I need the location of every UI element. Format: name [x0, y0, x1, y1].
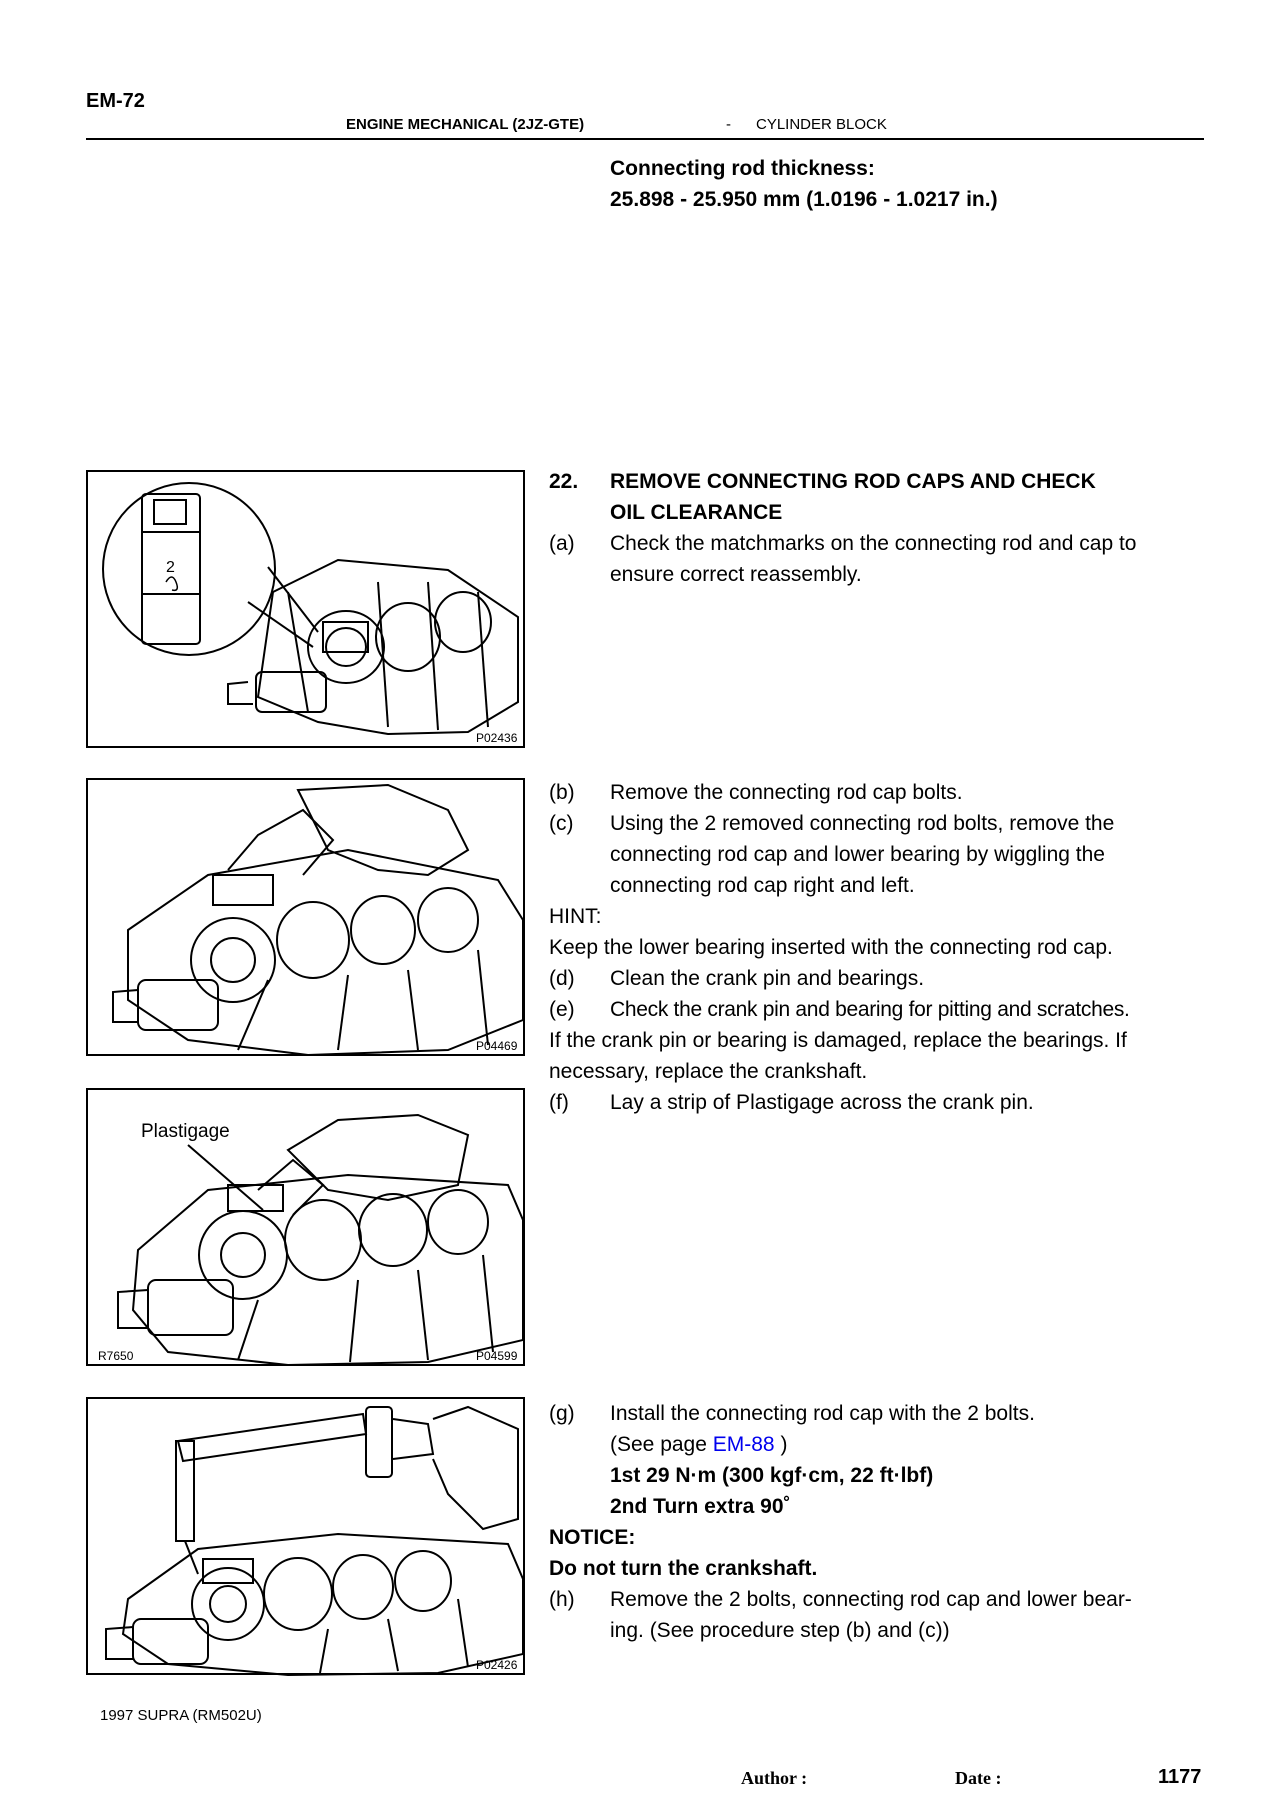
- substep-g-see: [610, 1429, 787, 1460]
- substep-b-label: (b): [549, 781, 575, 804]
- plastigage-label: Plastigage: [141, 1121, 230, 1142]
- header-subsection: CYLINDER BLOCK: [756, 116, 887, 133]
- substep-e-text: Check the crank pin and bearing for pitting and scratches.: [610, 998, 1130, 1021]
- figure-torque-bolts: [86, 1397, 525, 1675]
- substep-f-text: Lay a strip of Plastigage across the crank pin.: [610, 1091, 1034, 1114]
- step-title-line2: OIL CLEARANCE: [610, 501, 783, 524]
- substep-b-text: Remove the connecting rod cap bolts.: [610, 781, 963, 804]
- substep-a-text-cont: ensure correct reassembly.: [610, 563, 862, 586]
- matchmarks-illustration: [88, 472, 527, 750]
- substep-e-note: If the crank pin or bearing is damaged, replace the bearings. If: [549, 1029, 1127, 1052]
- header-section: ENGINE MECHANICAL (2JZ-GTE): [346, 116, 585, 133]
- figure-code: P02436: [476, 731, 518, 745]
- substep-h-label: (h): [549, 1588, 575, 1611]
- header-dash: -: [726, 116, 731, 133]
- date-label: Date :: [955, 1768, 1002, 1788]
- spec-value: 25.898 - 25.950 mm (1.0196 - 1.0217 in.): [610, 188, 998, 211]
- substep-a-text: Check the matchmarks on the connecting rod and cap to: [610, 532, 1137, 555]
- substep-c-label: (c): [549, 812, 574, 835]
- matchmark-number: 2: [166, 559, 175, 576]
- substep-d-text: Clean the crank pin and bearings.: [610, 967, 925, 990]
- substep-f-label: (f): [549, 1091, 569, 1114]
- substep-c-text-cont: connecting rod cap and lower bearing by wiggling the: [610, 843, 1105, 866]
- substep-g-label: (g): [549, 1402, 575, 1425]
- page-number: 1177: [1158, 1766, 1202, 1788]
- substep-e-note-cont: necessary, replace the crankshaft.: [549, 1060, 868, 1083]
- torque-wrench-illustration: [88, 1399, 527, 1677]
- step-number: 22.: [549, 470, 579, 493]
- substep-d-label: (d): [549, 967, 575, 990]
- figure-left-code: R7650: [98, 1349, 134, 1363]
- torque-step1: 1st 29 N·m (300 kgf·cm, 22 ft·lbf): [610, 1464, 934, 1487]
- substep-c-text: Using the 2 removed connecting rod bolts, remove the: [610, 812, 1115, 835]
- substep-h-text-cont: ing. (See procedure step (b) and (c)): [610, 1619, 950, 1642]
- hint-label: HINT:: [549, 905, 602, 928]
- spec-label: Connecting rod thickness:: [610, 157, 875, 180]
- figure-plastigage: [86, 1088, 525, 1366]
- torque-step2: 2nd Turn extra 90˚: [610, 1495, 791, 1518]
- substep-a-label: (a): [549, 532, 575, 555]
- figure-remove-cap: [86, 778, 525, 1056]
- substep-g-text: Install the connecting rod cap with the 2 bolts.: [610, 1402, 1035, 1425]
- see-prefix: (See page: [610, 1433, 713, 1456]
- notice-text: Do not turn the crankshaft.: [549, 1557, 818, 1580]
- figure-matchmarks: [86, 470, 525, 748]
- substep-c-text-cont2: connecting rod cap right and left.: [610, 874, 915, 897]
- page-id: EM-72: [86, 90, 145, 112]
- substep-e-label: (e): [549, 998, 575, 1021]
- vehicle-model: 1997 SUPRA (RM502U): [100, 1707, 262, 1724]
- substep-h-text: Remove the 2 bolts, connecting rod cap and lower bear-: [610, 1588, 1132, 1611]
- step-title-line1: REMOVE CONNECTING ROD CAPS AND CHECK: [610, 470, 1096, 493]
- running-header: [86, 116, 1204, 140]
- page-link-em88[interactable]: EM-88: [712, 1433, 775, 1456]
- author-label: Author :: [741, 1768, 808, 1788]
- figure-code: P04469: [476, 1039, 518, 1053]
- hint-text: Keep the lower bearing inserted with the connecting rod cap.: [549, 936, 1113, 959]
- figure-code: P04599: [476, 1349, 518, 1363]
- notice-label: NOTICE:: [549, 1526, 636, 1549]
- remove-cap-illustration: [88, 780, 527, 1058]
- figure-code: P02426: [476, 1658, 518, 1672]
- see-suffix: ): [774, 1433, 788, 1456]
